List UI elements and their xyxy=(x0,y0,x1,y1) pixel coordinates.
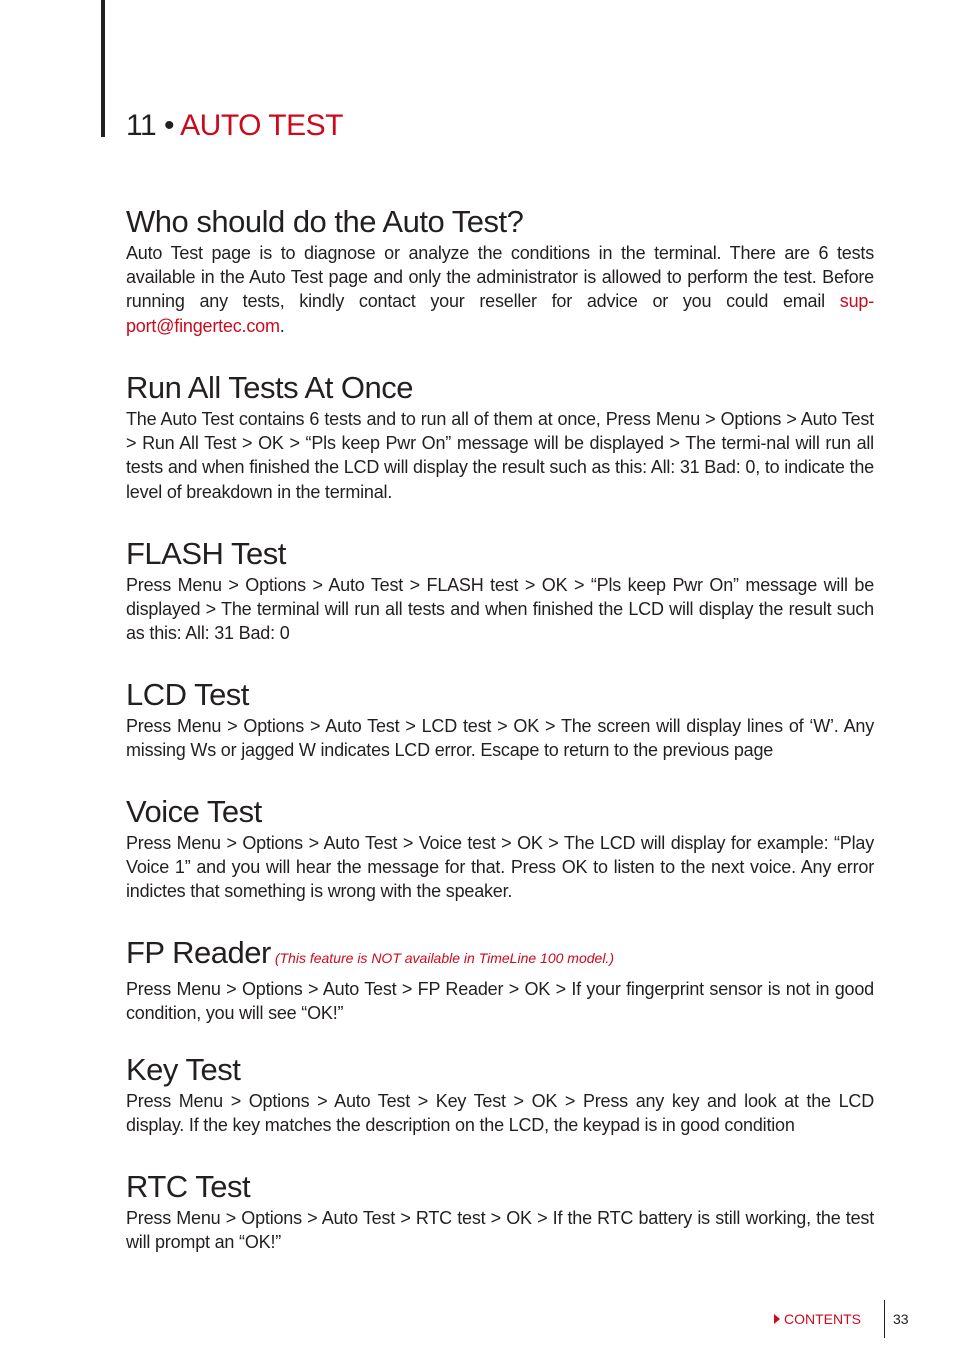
section-body: Auto Test page is to diagnose or analyze the conditions in the terminal. There are 6 tests available in the Auto Test page and only the administrator is allowed to perform the test. Before running any tests, kindly contact your reseller for advice or you could email sup-port@fingertec.com. xyxy=(126,243,874,336)
contents-label: CONTENTS xyxy=(784,1311,861,1327)
section-flash-test xyxy=(126,535,874,646)
section-rtc-test xyxy=(126,1168,874,1254)
section-heading: FP Reader xyxy=(126,935,271,970)
section-lcd-test xyxy=(126,676,874,762)
footer-divider xyxy=(884,1300,885,1338)
section-heading: LCD Test xyxy=(126,677,249,712)
section-heading: Voice Test xyxy=(126,794,262,829)
section-heading: Who should do the Auto Test? xyxy=(126,204,524,239)
section-heading-row xyxy=(126,934,874,977)
section-fp-reader xyxy=(126,934,874,1025)
section-key-test xyxy=(126,1051,874,1137)
section-heading: Key Test xyxy=(126,1052,241,1087)
section-body: The Auto Test contains 6 tests and to run all of them at once, Press Menu > Options > Auto Test > Run All Test > OK > “Pls keep Pwr On” message will be displayed > The termi-nal will run all tests and when finished the LCD will display the result such as this: All: 31 Bad: 0, to indicate the level of breakdown in the terminal. xyxy=(126,409,874,502)
availability-note: (This feature is NOT available in TimeLine 100 model.) xyxy=(274,950,614,966)
support-email-link[interactable]: sup-port@fingertec.com xyxy=(126,291,874,336)
section-body: Press Menu > Options > Auto Test > Voice test > OK > The LCD will display for example: “Play Voice 1” and you will hear the message for that. Press OK to listen to the next voice. Any error indictes that something is wrong with the speaker. xyxy=(126,833,874,902)
section-body: Press Menu > Options > Auto Test > FLASH test > OK > “Pls keep Pwr On” message will be displayed > The terminal will run all tests and when finished the LCD will display the result such as this: All: 31 Bad: 0 xyxy=(126,575,874,644)
section-body: Press Menu > Options > Auto Test > FP Reader > OK > If your fingerprint sensor is not in good condition, you will see “OK!” xyxy=(126,979,874,1024)
section-heading: RTC Test xyxy=(126,1169,251,1204)
section-body: Press Menu > Options > Auto Test > Key Test > OK > Press any key and look at the LCD display. If the key matches the description on the LCD, the keypad is in good condition xyxy=(126,1091,874,1136)
section-voice-test xyxy=(126,793,874,904)
triangle-right-icon xyxy=(773,1309,781,1329)
section-body: Press Menu > Options > Auto Test > LCD test > OK > The screen will display lines of ‘W’. Any missing Ws or jagged W indicates LCD error. Escape to return to the previous page xyxy=(126,716,874,761)
chapter-heading xyxy=(126,106,343,146)
page-number: 33 xyxy=(893,1311,909,1327)
section-who-should xyxy=(126,203,874,338)
chapter-number: 11 • xyxy=(126,109,181,142)
chapter-title: AUTO TEST xyxy=(180,109,343,142)
contents-link[interactable] xyxy=(773,1309,861,1329)
chapter-bar xyxy=(101,0,105,137)
section-heading: FLASH Test xyxy=(126,536,286,571)
section-heading: Run All Tests At Once xyxy=(126,370,414,405)
section-body: Press Menu > Options > Auto Test > RTC test > OK > If the RTC battery is still working, the test will prompt an “OK!” xyxy=(126,1208,874,1253)
section-run-all xyxy=(126,369,874,504)
